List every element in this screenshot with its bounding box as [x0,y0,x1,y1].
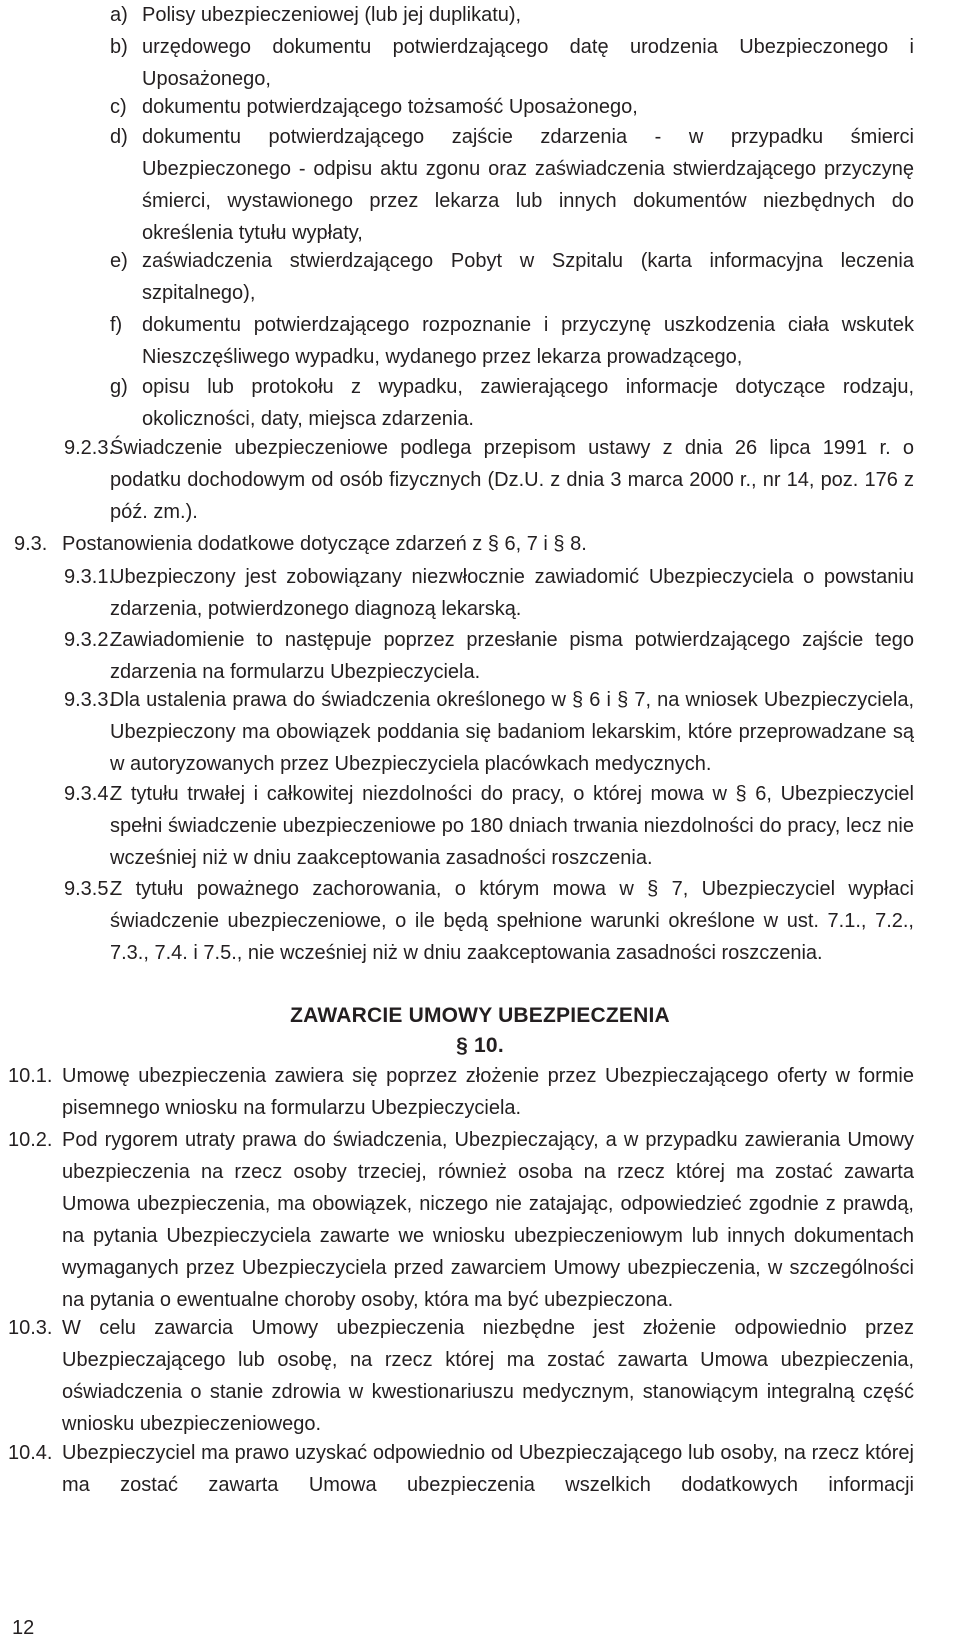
sub-item-label: a) [110,4,128,26]
clause-text: Zawiadomienie to następuje poprzez przesłanie pisma potwierdzającego zajście tego zdarzenia na formularzu Ubezpieczyciela. [110,629,914,683]
sub-item-text: dokumentu potwierdzającego tożsamość Uposażonego, [142,96,638,118]
clause-text: Świadczenie ubezpieczeniowe podlega przepisom ustawy z dnia 26 lipca 1991 r. o podatku dochodowym od osób fizycznych (Dz.U. z dnia 3 marca 2000 r., nr 14, poz. 176 z póź. zm.). [110,437,914,523]
clause-number: 9.3.3. [64,689,115,711]
sub-item-text: dokumentu potwierdzającego zajście zdarzenia - w przypadku śmierci Ubezpieczonego - odpisu aktu zgonu oraz zaświadczenia stwierdzającego przyczynę śmierci, wystawionego przez lekarza lub innych dokumentów niezbędnych do określenia tytułu wypłaty, [142,126,914,244]
clause-text: Ubezpieczony jest zobowiązany niezwłocznie zawiadomić Ubezpieczyciela o powstaniu zdarzenia, potwierdzonego diagnozą lekarską. [110,566,914,620]
clause-text: W celu zawarcia Umowy ubezpieczenia niezbędne jest złożenie odpowiednio przez Ubezpieczającego lub osobę, na rzecz której ma zostać zawarta Umowa ubezpieczenia, oświadczenia o stanie zdrowia w kwestionariuszu medycznym, stanowiącym integralną część wniosku ubezpieczeniowego. [62,1317,914,1435]
sub-item-text: urzędowego dokumentu potwierdzającego datę urodzenia Ubezpieczonego i Uposażonego, [142,36,914,90]
sub-item-label: d) [110,126,128,148]
clause-text: Z tytułu poważnego zachorowania, o którym mowa w § 7, Ubezpieczyciel wypłaci świadczenie ubezpieczeniowe, o ile będą spełnione warunki określone w ust. 7.1., 7.2., 7.3., 7.4. i 7.5., nie wcześniej niż w dniu zaakceptowania zasadności roszczenia. [110,878,914,964]
clause-number: 9.3.5. [64,878,115,900]
clause-number: 9.3.1. [64,566,115,588]
sub-item-text: opisu lub protokołu z wypadku, zawierającego informacje dotyczące rodzaju, okoliczności, daty, miejsca zdarzenia. [142,376,914,430]
sub-item-label: c) [110,96,127,118]
clause-number: 10.3. [8,1317,53,1339]
sub-item-label: b) [110,36,128,58]
sub-item-text: dokumentu potwierdzającego rozpoznanie i przyczynę uszkodzenia ciała wskutek Nieszczęśliwego wypadku, wydanego przez lekarza prowadzącego, [142,314,914,368]
sub-item-label: f) [110,314,123,336]
clause-number: 9.3.4. [64,783,115,805]
clause-text: Ubezpieczyciel ma prawo uzyskać odpowiednio od Ubezpieczającego lub osoby, na rzecz której ma zostać zawarta Umowa ubezpieczenia wszelkich dodatkowych informacji [62,1442,914,1496]
clause-text: Pod rygorem utraty prawa do świadczenia, Ubezpieczający, a w przypadku zawierania Umowy ubezpieczenia na rzecz osoby trzeciej, również osoba na rzecz której ma zostać zawarta Umowa ubezpieczenia, ma obowiązek, niczego nie zatajając, odpowiedzieć zgodnie z prawdą, na pytania Ubezpieczyciela zawarte we wniosku ubezpieczeniowym lub innych dokumentach wymaganych przez Ubezpieczyciela przed zawarciem Umowy ubezpieczenia, w szczególności na pytania o ewentualne choroby osoby, która ma być ubezpieczona. [62,1129,914,1311]
clause-number: 9.3.2. [64,629,115,651]
clause-number: 10.4. [8,1442,53,1464]
clause-text: Dla ustalenia prawa do świadczenia określonego w § 6 i § 7, na wniosek Ubezpieczyciela, Ubezpieczony ma obowiązek poddania się badaniom lekarskim, które przeprowadzane są w autoryzowanych przez Ubezpieczyciela placówkach medycznych. [110,689,914,775]
clause-text: Umowę ubezpieczenia zawiera się poprzez złożenie przez Ubezpieczającego oferty w formie pisemnego wniosku na formularzu Ubezpieczyciela. [62,1065,914,1119]
clause-number: 9.2.3. [64,437,115,459]
page-number: 12 [12,1617,35,1639]
section-number: 9.3. [14,533,48,555]
section-title: ZAWARCIE UMOWY UBEZPIECZENIA [290,1004,670,1027]
section-paragraph-number: § 10. [456,1034,504,1057]
sub-item-label: e) [110,250,128,272]
sub-item-text: zaświadczenia stwierdzającego Pobyt w Szpitalu (karta informacyjna leczenia szpitalnego), [142,250,914,304]
sub-item-text: Polisy ubezpieczeniowej (lub jej duplikatu), [142,4,522,26]
clause-number: 10.2. [8,1129,53,1151]
clause-text: Z tytułu trwałej i całkowitej niezdolności do pracy, o której mowa w § 6, Ubezpieczyciel spełni świadczenie ubezpieczeniowe po 180 dniach trwania niezdolności do pracy, lecz nie wcześniej niż w dniu zaakceptowania zasadności roszczenia. [110,783,914,869]
sub-item-label: g) [110,376,128,398]
clause-number: 10.1. [8,1065,53,1087]
section-text: Postanowienia dodatkowe dotyczące zdarzeń z § 6, 7 i § 8. [62,533,587,555]
